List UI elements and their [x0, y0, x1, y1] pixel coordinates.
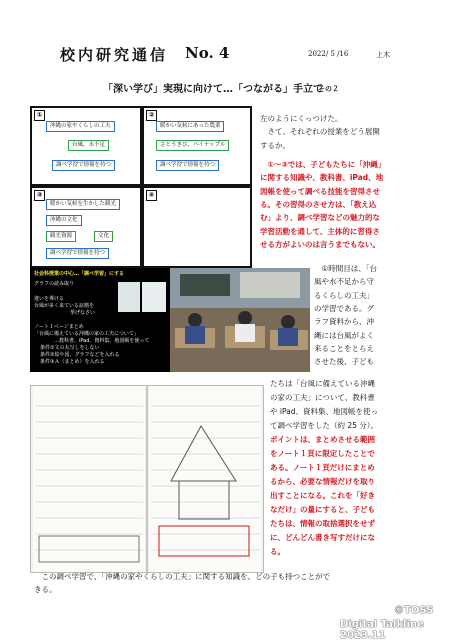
- slide-line: 条件③Ａ（まとめ）を入れる: [40, 359, 105, 365]
- panel-number: ②: [146, 110, 157, 121]
- text-line: たちは「台風に備えている沖縄: [270, 379, 375, 388]
- panel-title-box: 暖かい気候にあった農業: [156, 121, 224, 132]
- lesson-panel-grid: [30, 106, 252, 268]
- text-line: ある。ノート１頁だけにまとめ: [270, 463, 375, 472]
- text-line: せる方がよいのは言うまでもない。: [260, 239, 380, 249]
- text-line: たちは、情報の取捨選択をせず: [270, 519, 375, 528]
- lesson-panel-3: [32, 188, 140, 266]
- notebook-sketch: [31, 386, 263, 572]
- panel-number: ③: [34, 190, 45, 201]
- panel-action-box: 調べ学習で情報を持つ: [46, 248, 109, 259]
- panel-item-box: 文化: [94, 231, 113, 242]
- slide-line: グラフの読み取り: [34, 281, 75, 287]
- panel-item-box: 沖縄の文化: [46, 215, 82, 226]
- footer-line: この調べ学習で、「沖縄の家やくらしの工夫」に関する知識を、どの子も持つことがで: [34, 572, 331, 581]
- text-line: るくらしの工夫」: [314, 290, 374, 300]
- slide-line: 違いを導ける: [34, 296, 65, 302]
- text-line: ①～③では、子どもたちに「沖縄」: [260, 160, 386, 169]
- slide-line: 「台風に備えている沖縄の家の工夫について」: [34, 331, 139, 337]
- classroom-photo: [170, 268, 310, 372]
- text-line: ポイントは、まとめさせる範囲: [270, 435, 375, 444]
- text-line: なだけ」の量にすると、子ども: [270, 505, 375, 514]
- text-line: に、どんどん書き写すだけにな: [270, 533, 375, 542]
- slide-line: 条件①文の丸写しをしない: [40, 345, 100, 351]
- copyright-mark: ©TOSS: [394, 605, 434, 616]
- text-line: 左のようにくっつけた。: [260, 114, 343, 123]
- text-line: や iPad、資料集、地図帳を使っ: [270, 407, 379, 416]
- text-line: る。その習得のさせ方は、「教え込: [260, 199, 377, 209]
- text-line: 風や水不足から守: [314, 277, 374, 287]
- text-line: る。: [270, 547, 285, 556]
- text-line: さて、それぞれの授業をどう展開: [260, 127, 380, 137]
- slide-thumbnail: [118, 282, 140, 312]
- slide-line: 条件②絵や図、グラフなどを入れる: [40, 352, 120, 358]
- slide-line: 台風が多く来ている証拠を: [34, 303, 95, 309]
- text-line: させた後、子ども: [314, 357, 374, 367]
- panel-action-box: 調べ学習で情報を持つ: [52, 160, 115, 171]
- watermark: Digital Talkline 2023.11: [340, 619, 424, 641]
- slide-line: ノート１ページまとめ: [34, 324, 84, 330]
- author-name: 上木: [376, 51, 390, 59]
- newsletter-title: 校内研究通信: [60, 46, 169, 64]
- panel-item-box: さとうきび、パイナップル: [156, 140, 229, 151]
- panel-number: ①: [34, 110, 45, 121]
- article-subtitle: 「深い学び」実現に向けて…「つながる」手立て: [103, 84, 323, 95]
- panel-title-box: 暖かい気候を生かした観光: [46, 199, 120, 210]
- text-line: む」より、調べ学習などの魅力的な: [260, 213, 380, 223]
- text-line: をノート１頁に限定したことで: [270, 449, 375, 458]
- text-line: 学習活動を通して、主体的に習得さ: [260, 226, 380, 236]
- issue-date: 2022/ 5 /16: [308, 50, 349, 58]
- classroom-photo-image: [170, 268, 310, 372]
- slide-heading: 社会科授業の中心…「調べ学習」にする: [34, 271, 125, 277]
- lesson-slide: [30, 268, 170, 372]
- panel-title-box: 沖縄の家やくらしの工夫: [46, 121, 115, 132]
- issue-number: No. 4: [185, 44, 230, 62]
- text-line: て調べ学習をした（約 25 分）。: [270, 421, 379, 430]
- slide-line: …教科書、iPad、資料集、地図帳を使って: [54, 338, 150, 344]
- text-line: ①時間目は、「台: [314, 264, 377, 273]
- lesson-panel-2: [144, 108, 250, 184]
- footer-line: きる。: [34, 585, 57, 595]
- text-line: するか。: [260, 140, 290, 150]
- student-notebook-photo: [30, 385, 264, 573]
- lesson-panel-1: [32, 108, 140, 184]
- panel-action-box: 調べ学習で情報を持つ: [156, 160, 219, 171]
- lesson-panel-4: [144, 188, 250, 266]
- text-line: に関する知識や、教科書、iPad、地: [260, 173, 384, 183]
- panel-item-box: 台風、水不足: [68, 140, 109, 151]
- text-line: 図帳を使って調べる技能を習得させ: [260, 186, 380, 196]
- slide-line: 挙げなさい: [70, 310, 96, 316]
- text-line: 来ることをとらえ: [314, 343, 374, 353]
- text-line: の家の工夫」について、教科書: [270, 393, 375, 402]
- panel-number: ④: [146, 190, 157, 201]
- panel-item-box: 観光資源: [46, 231, 76, 242]
- text-line: るから、必要な情報だけを取り: [270, 477, 375, 486]
- text-line: 縄には台風がよく: [314, 330, 374, 340]
- footer-paragraph: [34, 570, 330, 597]
- text-line: ラフ資料から、沖: [314, 317, 374, 327]
- slide-thumbnail: [142, 282, 166, 312]
- text-line: の学習である。グ: [314, 303, 374, 313]
- text-line: 出すことになる。これを「好き: [270, 491, 375, 500]
- article-part: その２: [318, 85, 339, 93]
